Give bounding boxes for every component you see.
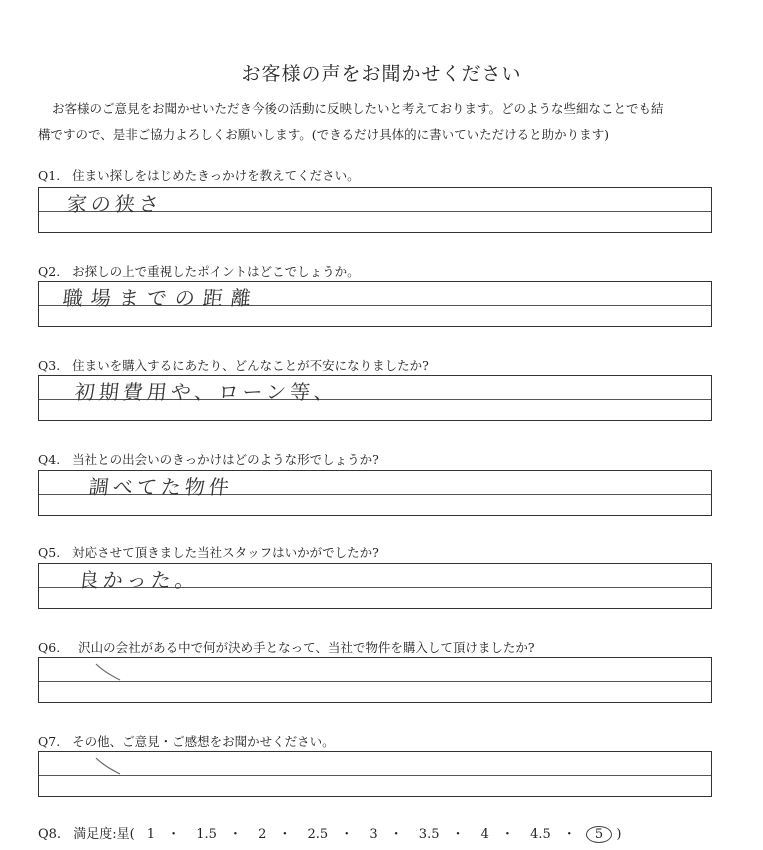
question-text: その他、ご意見・ご感想をお聞かせください。 <box>72 734 335 749</box>
question-label: Q4. <box>38 452 61 467</box>
rating-option[interactable]: 1.5 <box>196 827 217 842</box>
question-label: Q6. <box>38 640 61 655</box>
answer-box-3[interactable] <box>38 375 712 421</box>
answer-box-2[interactable] <box>38 281 712 327</box>
pen-stroke-mark <box>94 756 124 776</box>
question-label: Q1. <box>38 168 61 183</box>
answer-text: 良かった。 <box>77 568 201 592</box>
answer-box-4[interactable] <box>38 470 712 516</box>
pen-stroke-mark <box>94 662 124 682</box>
question-2 <box>38 262 728 280</box>
intro-text <box>38 96 728 148</box>
question-label: Q2. <box>38 264 61 279</box>
question-text: 住まいを購入するにあたり、どんなことが不安になりましたか? <box>72 358 429 373</box>
question-3 <box>38 356 728 374</box>
rating-label: Q8. <box>38 827 62 842</box>
answer-box-1[interactable] <box>38 187 712 233</box>
rating-option[interactable]: 2.5 <box>307 827 329 842</box>
answer-box-5[interactable] <box>38 563 712 609</box>
question-text: 沢山の会社がある中で何が決め手となって、当社で物件を購入して頂けましたか? <box>78 640 535 655</box>
question-label: Q5. <box>38 545 61 560</box>
page-title: お客様の声をお聞かせください <box>241 63 522 85</box>
rating-option[interactable]: 3 <box>369 827 378 842</box>
answer-text: 家の狭さ <box>65 192 165 216</box>
rating-option[interactable]: 1 <box>146 827 156 842</box>
answer-box-6[interactable] <box>38 657 712 703</box>
rating-option[interactable]: 3.5 <box>418 827 440 842</box>
rating-option[interactable]: 4 <box>480 827 489 842</box>
rating-option[interactable]: 4.5 <box>530 827 551 842</box>
rating-option[interactable]: 2 <box>258 827 267 842</box>
rating-option-selected[interactable]: 5 <box>586 826 612 843</box>
answer-text: 職場までの距離 <box>61 286 261 310</box>
bleed-through-text <box>215 4 715 36</box>
question-label: Q3. <box>38 358 61 373</box>
rating-row: Q8. 満足度:星( 1 ・ 1.5 ・ 2 ・ 2.5 ・ 3 ・ 3.5 ・ 4 ・ 4.5 ・ 5 ) <box>38 823 621 843</box>
intro-line-2: 構ですので、是非ご協力よろしくお願いします。(できるだけ具体的に書いていただけると助かります) <box>38 127 610 142</box>
question-6 <box>38 638 728 656</box>
question-label: Q7. <box>38 734 61 749</box>
answer-text: 調べてた物件 <box>87 475 235 499</box>
intro-line-1: お客様のご意見をお聞かせいただき今後の活動に反映したいと考えております。どのような些細なことでも結 <box>52 101 664 116</box>
question-5 <box>38 543 728 561</box>
question-4 <box>38 450 728 468</box>
question-text: 対応させて頂きました当社スタッフはいかがでしたか? <box>72 545 379 560</box>
question-1 <box>38 166 728 184</box>
question-text: 住まい探しをはじめたきっかけを教えてください。 <box>72 168 360 183</box>
question-7 <box>38 732 728 750</box>
answer-box-7[interactable] <box>38 751 712 797</box>
question-text: お探しの上で重視したポイントはどこでしょうか。 <box>72 264 360 279</box>
rating-suffix: ) <box>616 827 622 842</box>
rating-prefix: 満足度:星( <box>73 827 135 842</box>
answer-text: 初期費用や、ローン等、 <box>73 380 340 404</box>
question-text: 当社との出会いのきっかけはどのような形でしょうか? <box>72 452 379 467</box>
